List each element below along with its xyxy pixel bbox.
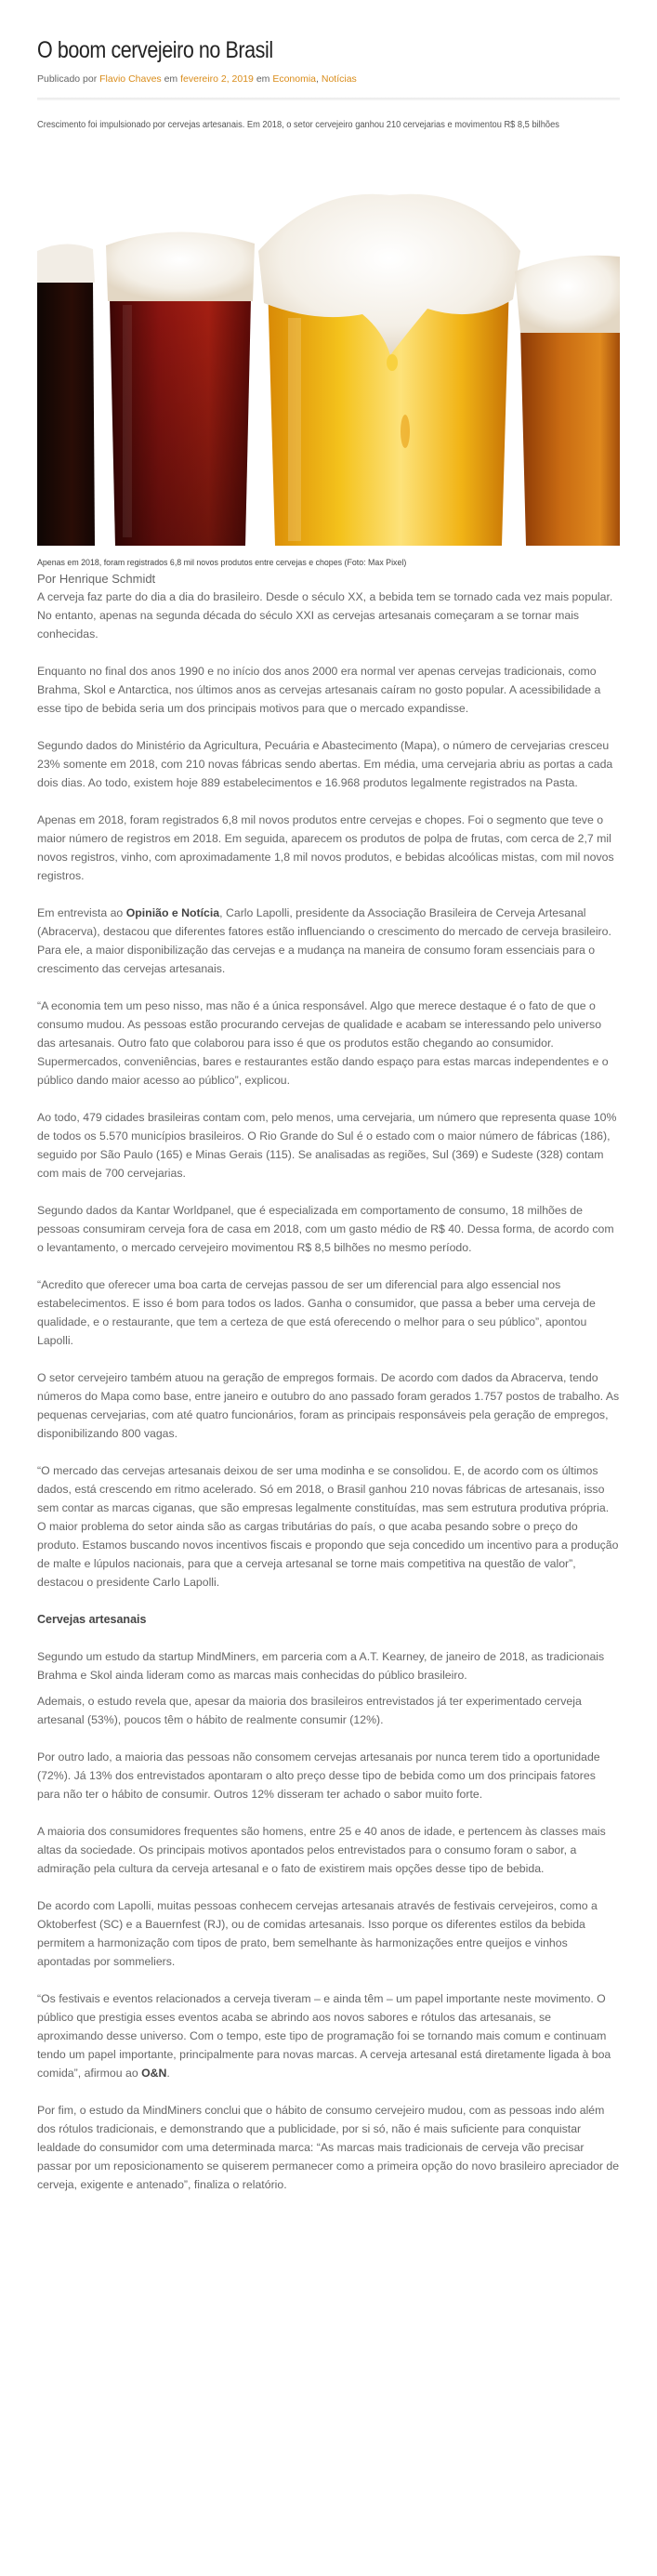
meta-in: em xyxy=(253,73,273,85)
post-header xyxy=(0,0,657,100)
paragraph-16: De acordo com Lapolli, muitas pessoas conhecem cervejas artesanais através de festivais cervejeiros, como a Oktoberfest (SC) e a Bauernfest (RJ), ou de comidas artesanais. Isso porque os diferentes estilos da bebida permitem a harmonização com tipos de prato, bem semelhante às harmonizações entre queijos e vinhos apontadas por sommeliers. xyxy=(37,1899,598,1968)
source-abbrev-bold: O&N xyxy=(141,2067,167,2080)
source-name-bold: Opinião e Notícia xyxy=(125,906,220,919)
post-meta xyxy=(37,73,620,85)
article-content xyxy=(0,119,657,2194)
category-link-economia[interactable]: Economia xyxy=(272,73,317,85)
paragraph-gap xyxy=(37,1684,620,1692)
paragraph-gap xyxy=(37,1090,620,1108)
post-title: O boom cervejeiro no Brasil xyxy=(37,37,273,63)
paragraph-13: Ademais, o estudo revela que, apesar da maioria dos brasileiros entrevistados já ter experimentado cerveja artesanal (53%), poucos têm o hábito de realmente consumir (12%). xyxy=(37,1695,582,1726)
paragraph-1: A cerveja faz parte do dia a dia do brasileiro. Desde o século XX, a bebida tem se tornado cada vez mais popular. No entanto, apenas na segunda década do século XXI as cervejas artesanais começaram a se tornar mais conhecidas. xyxy=(37,590,613,641)
paragraph-14: Por outro lado, a maioria das pessoas não consomem cervejas artesanais por nunca terem tido a oportunidade (72%). Já 13% dos entrevistados apontaram o alto preço desse tipo de bebida como um dos principais fatores para não ter o hábito de consumir. Outros 12% disseram ter achado o sabor muito forte. xyxy=(37,1750,600,1801)
category-link-noticias[interactable]: Notícias xyxy=(321,73,357,85)
paragraph-5-rest: , Carlo Lapolli, presidente da Associação Brasileira de Cerveja Artesanal (Abracerva), destacou que diferentes fatores estão influenciando o crescimento do mercado de cerveja brasileiro. Para ele, a maior disponibilização das cervejas e a mudança na maneira de consumo foram essenciais para o crescimento das cervejas artesanais. xyxy=(37,906,611,975)
paragraph-17-quote xyxy=(37,1989,620,2082)
paragraph-gap xyxy=(37,1629,620,1647)
paragraph-2: Enquanto no final dos anos 1990 e no início dos anos 2000 era normal ver apenas cervejas tradicionais, como Brahma, Skol e Antarctica, nos últimos anos as cervejas artesanais caíram no gosto popular. A acessibilidade a esse tipo de bebida seria um dos principais motivos para que o mercado expandisse. xyxy=(37,665,601,715)
paragraph-8: Segundo dados da Kantar Worldpanel, que é especializada em comportamento de consumo, 18 milhões de pessoas consumiram cerveja fora de casa em 2018, com um gasto médio de R$ 40. Dessa forma, de acordo com o levantamento, o mercado cervejeiro movimentou R$ 8,5 bilhões no mesmo período. xyxy=(37,1204,614,1254)
paragraph-gap xyxy=(37,1592,620,1610)
paragraph-gap xyxy=(37,643,620,662)
paragraph-5 xyxy=(37,904,620,978)
date-link[interactable]: fevereiro 2, 2019 xyxy=(180,73,254,85)
paragraph-gap xyxy=(37,1803,620,1822)
paragraph-15: A maioria dos consumidores frequentes são homens, entre 25 e 40 anos de idade, e pertencem às classes mais altas da sociedade. Os principais motivos apontados pelos entrevistados para o consumo foram o sabor, a admiração pela cultura da cerveja artesanal e o fato de existirem mais opções desse tipo de bebida. xyxy=(37,1825,606,1875)
hero-image-beer-glasses xyxy=(37,141,620,546)
paragraph-5-start: Em entrevista ao xyxy=(37,906,126,919)
paragraph-3: Segundo dados do Ministério da Agricultura, Pecuária e Abastecimento (Mapa), o número de cervejarias cresceu 23% somente em 2018, com 210 novas fábricas sendo abertas. Em média, uma cervejaria abriu as portas a cada dois dias. Ao todo, existem hoje 889 estabelecimentos e 16.968 produtos legalmente registrados na Pasta. xyxy=(37,739,613,789)
byline: Por Henrique Schmidt xyxy=(37,572,156,586)
paragraph-17-text: “Os festivais e eventos relacionados a cerveja tiveram – e ainda têm – um papel importante neste movimento. O público que prestigia esses eventos acaba se abrindo aos novos sabores e rótulos das artesanais, se aproximando desse universo. Com o tempo, este tipo de programação foi se tornando mais comum e continuam tendo um papel importante, principalmente para novas marcas. A cerveja artesanal está diretamente ligada à boa comida”, afirmou ao xyxy=(37,1992,611,2080)
meta-on: em xyxy=(161,73,181,85)
paragraph-gap xyxy=(37,1182,620,1201)
meta-prefix: Publicado por xyxy=(37,73,100,85)
paragraph-6-quote: “A economia tem um peso nisso, mas não é a única responsável. Algo que merece destaque é o fato de que o consumo mudou. As pessoas estão procurando cervejas de qualidade e acabam se interessando pelo universo das artesanais. Outro fato que colaborou para isso é que os produtos estão chegando ao consumidor. Supermercados, conveniências, bares e restaurantes estão dando espaço para estas marcas independentes e o público dando maior acesso ao público”, explicou. xyxy=(37,999,609,1087)
beer-glasses-illustration xyxy=(37,141,620,546)
category-separator: , xyxy=(316,73,322,85)
paragraph-18: Por fim, o estudo da MindMiners conclui que o hábito de consumo cervejeiro mudou, com as pessoas indo além dos rótulos tradicionais, e demonstrando que a publicidade, por si só, não é mais suficiente para conquistar lealdade do consumidor com uma determinada marca: “As marcas mais tradicionais de cerveja vão precisar passar por um reposicionamento se quiserem permanecer como a primeira opção do novo brasileiro apreciador de cerveja, exigente e antenado”, finaliza o relatório. xyxy=(37,2104,620,2191)
paragraph-gap xyxy=(37,1971,620,1989)
section-heading: Cervejas artesanais xyxy=(37,1613,147,1626)
paragraph-17-end: . xyxy=(166,2067,170,2080)
paragraph-gap xyxy=(37,1878,620,1896)
paragraph-gap xyxy=(37,792,620,811)
paragraph-gap xyxy=(37,885,620,904)
paragraph-4: Apenas em 2018, foram registrados 6,8 mil novos produtos entre cervejas e chopes. Foi o segmento que teve o maior número de registros em 2018. Em seguida, aparecem os produtos de polpa de frutas, com cerca de 2,7 mil novos registros, vinho, com aproximadamente 1,8 mil novos produtos, e bebidas alcoólicas mistas, com mil novos registros. xyxy=(37,813,614,882)
image-caption: Apenas em 2018, foram registrados 6,8 mil novos produtos entre cervejas e chopes (Foto: Max Pixel) xyxy=(37,558,407,568)
paragraph-gap xyxy=(37,1729,620,1748)
author-link[interactable]: Flavio Chaves xyxy=(99,73,162,85)
paragraph-7: Ao todo, 479 cidades brasileiras contam com, pelo menos, uma cervejaria, um número que representa quase 10% de todos os 5.570 municípios brasileiros. O Rio Grande do Sul é o estado com o maior número de fábricas (186), seguido por São Paulo (165) e Minas Gerais (115). Se analisadas as regiões, Sul (369) e Sudeste (328) contam com mais de 700 cervejarias. xyxy=(37,1111,617,1180)
header-divider xyxy=(37,98,620,100)
paragraph-gap xyxy=(37,1257,620,1275)
paragraph-gap xyxy=(37,1443,620,1461)
paragraph-10: O setor cervejeiro também atuou na geração de empregos formais. De acordo com dados da Abracerva, tendo números do Mapa como base, entre janeiro e outubro do ano passado foram gerados 1.757 postos de trabalho. As pequenas cervejarias, com até quatro funcionários, foram as principais responsáveis pela geração de empregos, disponibilizando 800 vagas. xyxy=(37,1371,620,1440)
paragraph-11-quote: “O mercado das cervejas artesanais deixou de ser uma modinha e se consolidou. E, de acordo com os últimos dados, está crescendo em ritmo acelerado. Só em 2018, o Brasil ganhou 210 novas fábricas de artesanais, isso sem contar as marcas ciganas, que são empresas legalmente constituídas, mas sem estrutura produtiva própria. O maior problema do setor ainda são as cargas tributárias do país, o que acaba pesando sobre o preço do produto. Estamos buscando novos incentivos fiscais e propondo que seja concedido um incentivo para a produção de malte e lúpulos nacionais, para que a cerveja artesanal se torne mais competitiva na questão de valor”, destacou o presidente Carlo Lapolli. xyxy=(37,1464,619,1589)
paragraph-9-quote: “Acredito que oferecer uma boa carta de cervejas passou de ser um diferencial para algo essencial nos estabelecimentos. E isso é bom para todos os lados. Ganha o consumidor, que passa a beber uma cerveja de qualidade, e o restaurante, que tem a certeza de que está oferecendo o melhor para o seu público”, apontou Lapolli. xyxy=(37,1278,596,1347)
paragraph-gap xyxy=(37,1350,620,1368)
paragraph-gap xyxy=(37,978,620,997)
article-lead: Crescimento foi impulsionado por cervejas artesanais. Em 2018, o setor cervejeiro ganhou 210 cervejarias e movimentou R$ 8,5 bilhões xyxy=(37,120,559,130)
paragraph-gap xyxy=(37,2082,620,2101)
paragraph-gap xyxy=(37,718,620,736)
paragraph-12: Segundo um estudo da startup MindMiners, em parceria com a A.T. Kearney, de janeiro de 2018, as tradicionais Brahma e Skol ainda lideram como as marcas mais conhecidas do público brasileiro. xyxy=(37,1650,605,1682)
